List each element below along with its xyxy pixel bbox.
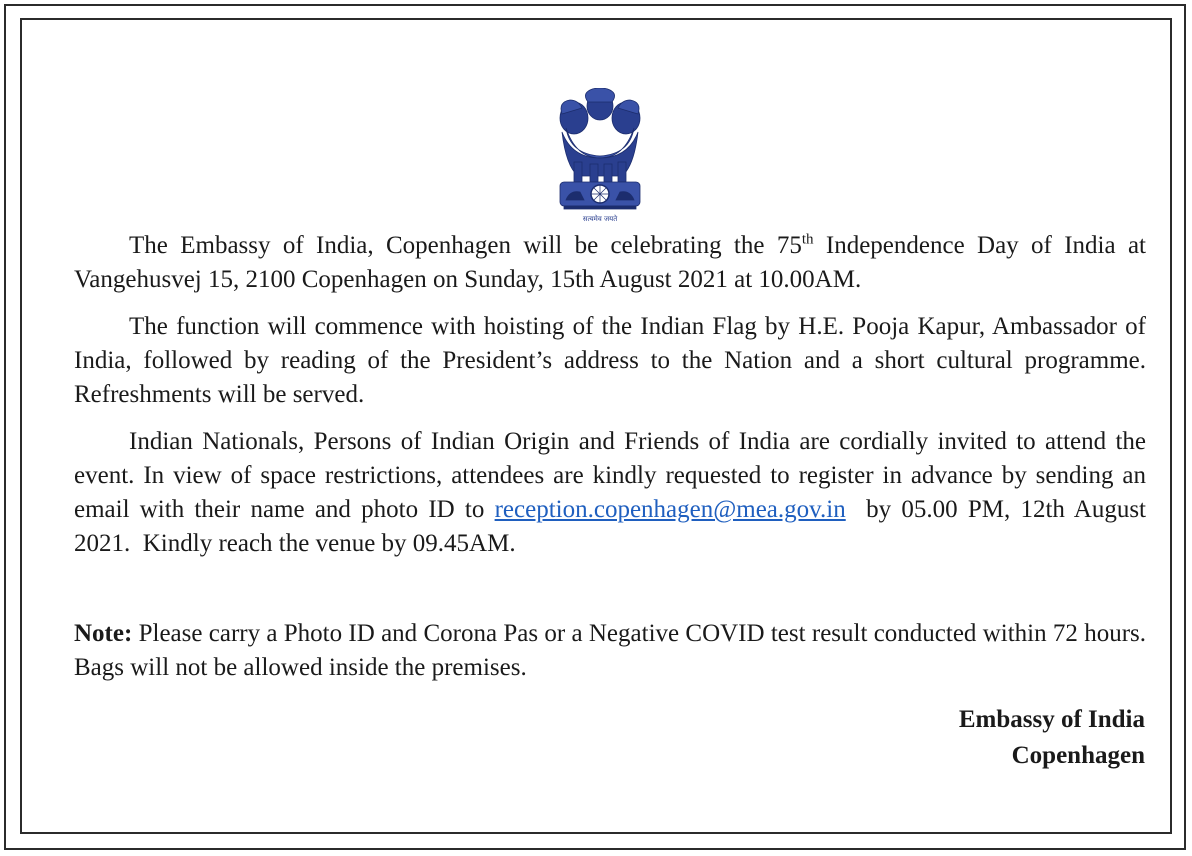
paragraph-event-text-end: Independence Day of India at Vangehusvej 15, 2100 Copenhagen on Sunday, 15th August 2021 at 10.00AM.	[74, 232, 1146, 293]
ordinal-suffix: th	[801, 231, 814, 248]
note-text: Please carry a Photo ID and Corona Pas or a Negative COVID test result conducted within 72 hours. Bags will not be allowed inside the premises.	[74, 620, 1146, 681]
paragraph-event	[74, 229, 1146, 297]
signature-line-1: Embassy of India	[958, 706, 1145, 733]
email-link[interactable]: reception.copenhagen@mea.gov.in	[494, 496, 846, 523]
paragraph-invitation	[74, 425, 1153, 561]
paragraph-programme: The function will commence with hoisting of the Indian Flag by H.E. Pooja Kapur, Ambassador of India, followed by reading of the President’s address to the Nation and a short cultural programme. Refreshments will be served.	[74, 313, 1146, 408]
notice-body	[74, 229, 1153, 685]
emblem-motto: सत्यमेव जयते	[582, 215, 618, 223]
paragraph-event-text-start: The Embassy of India, Copenhagen will be celebrating the 75	[129, 232, 802, 259]
note-paragraph	[74, 617, 1146, 685]
paragraph-invitation-text-end: by 05.00 PM, 12th August 2021. Kindly reach the venue by 09.45AM.	[74, 496, 1153, 557]
paragraph-invitation-text-start: Indian Nationals, Persons of Indian Origin and Friends of India are cordially invited to attend the event. In view of space restrictions, attendees are kindly requested to register in advance by sending an email with their name and photo ID to	[74, 428, 1146, 523]
signature-line-2: Copenhagen	[1011, 742, 1145, 769]
signature-block	[959, 702, 1145, 774]
ashoka-emblem-icon	[552, 88, 648, 226]
note-label: Note:	[74, 620, 133, 647]
